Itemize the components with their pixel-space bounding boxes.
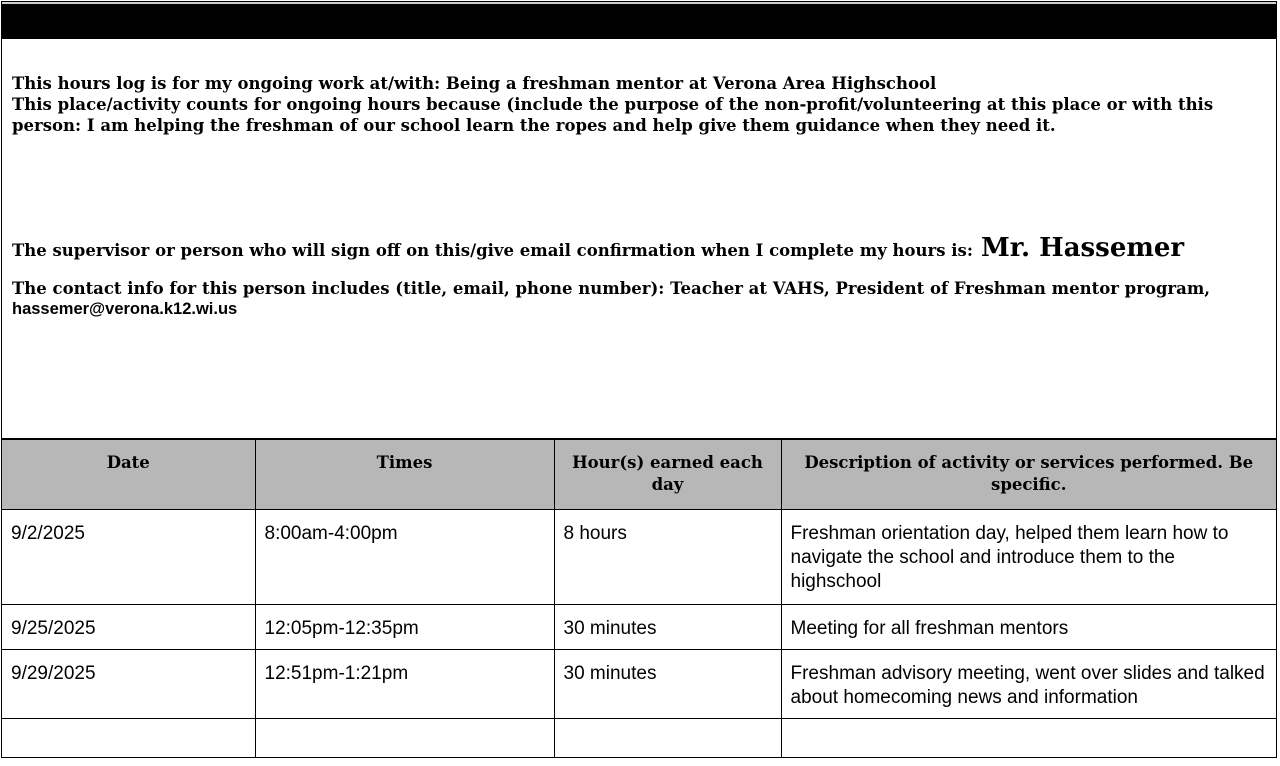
header-bar	[2, 2, 1276, 39]
hours-table	[2, 439, 1276, 758]
cell-description: Freshman orientation day, helped them learn how to navigate the school and introduce them to the highschool	[781, 510, 1276, 605]
spacer	[12, 136, 1276, 238]
cell-times	[255, 719, 554, 759]
cell-date: 9/2/2025	[2, 510, 255, 605]
cell-times: 12:05pm-12:35pm	[255, 605, 554, 650]
table-row	[2, 650, 1276, 719]
header-hours: Hour(s) earned each day	[554, 440, 781, 510]
cell-times: 8:00am-4:00pm	[255, 510, 554, 605]
info-section	[2, 39, 1276, 439]
contact-email: hassemer@verona.k12.wi.us	[12, 300, 238, 318]
header-date: Date	[2, 440, 255, 510]
cell-hours: 30 minutes	[554, 605, 781, 650]
cell-description: Freshman advisory meeting, went over slides and talked about homecoming news and information	[781, 650, 1276, 719]
cell-date	[2, 719, 255, 759]
purpose-text: This place/activity counts for ongoing hours because (include the purpose of the non-profit/volunteering at this place or with this person: I am helping the freshman of our school learn the ropes and help give them guidance when they need it.	[12, 95, 1214, 135]
supervisor-name: Mr. Hassemer	[980, 233, 1185, 263]
cell-description	[781, 719, 1276, 759]
table-row-empty	[2, 719, 1276, 759]
cell-hours: 30 minutes	[554, 650, 781, 719]
hours-log-document	[1, 1, 1277, 758]
table-row	[2, 510, 1276, 605]
spacer	[12, 261, 1276, 278]
cell-times: 12:51pm-1:21pm	[255, 650, 554, 719]
cell-hours: 8 hours	[554, 510, 781, 605]
supervisor-label: The supervisor or person who will sign off on this/give email confirmation when I complete my hours is:	[12, 241, 973, 260]
table-row	[2, 605, 1276, 650]
header-times: Times	[255, 440, 554, 510]
header-description: Description of activity or services performed. Be specific.	[781, 440, 1276, 510]
cell-date: 9/29/2025	[2, 650, 255, 719]
cell-hours	[554, 719, 781, 759]
contact-label: The contact info for this person includes (title, email, phone number): Teacher at VAHS, President of Freshman mentor program,	[12, 279, 1211, 298]
ongoing-work-text: This hours log is for my ongoing work at/with: Being a freshman mentor at Verona Area Highschool	[12, 74, 937, 93]
cell-date: 9/25/2025	[2, 605, 255, 650]
supervisor-line	[12, 233, 1276, 263]
cell-description: Meeting for all freshman mentors	[781, 605, 1276, 650]
table-header-row	[2, 440, 1276, 510]
